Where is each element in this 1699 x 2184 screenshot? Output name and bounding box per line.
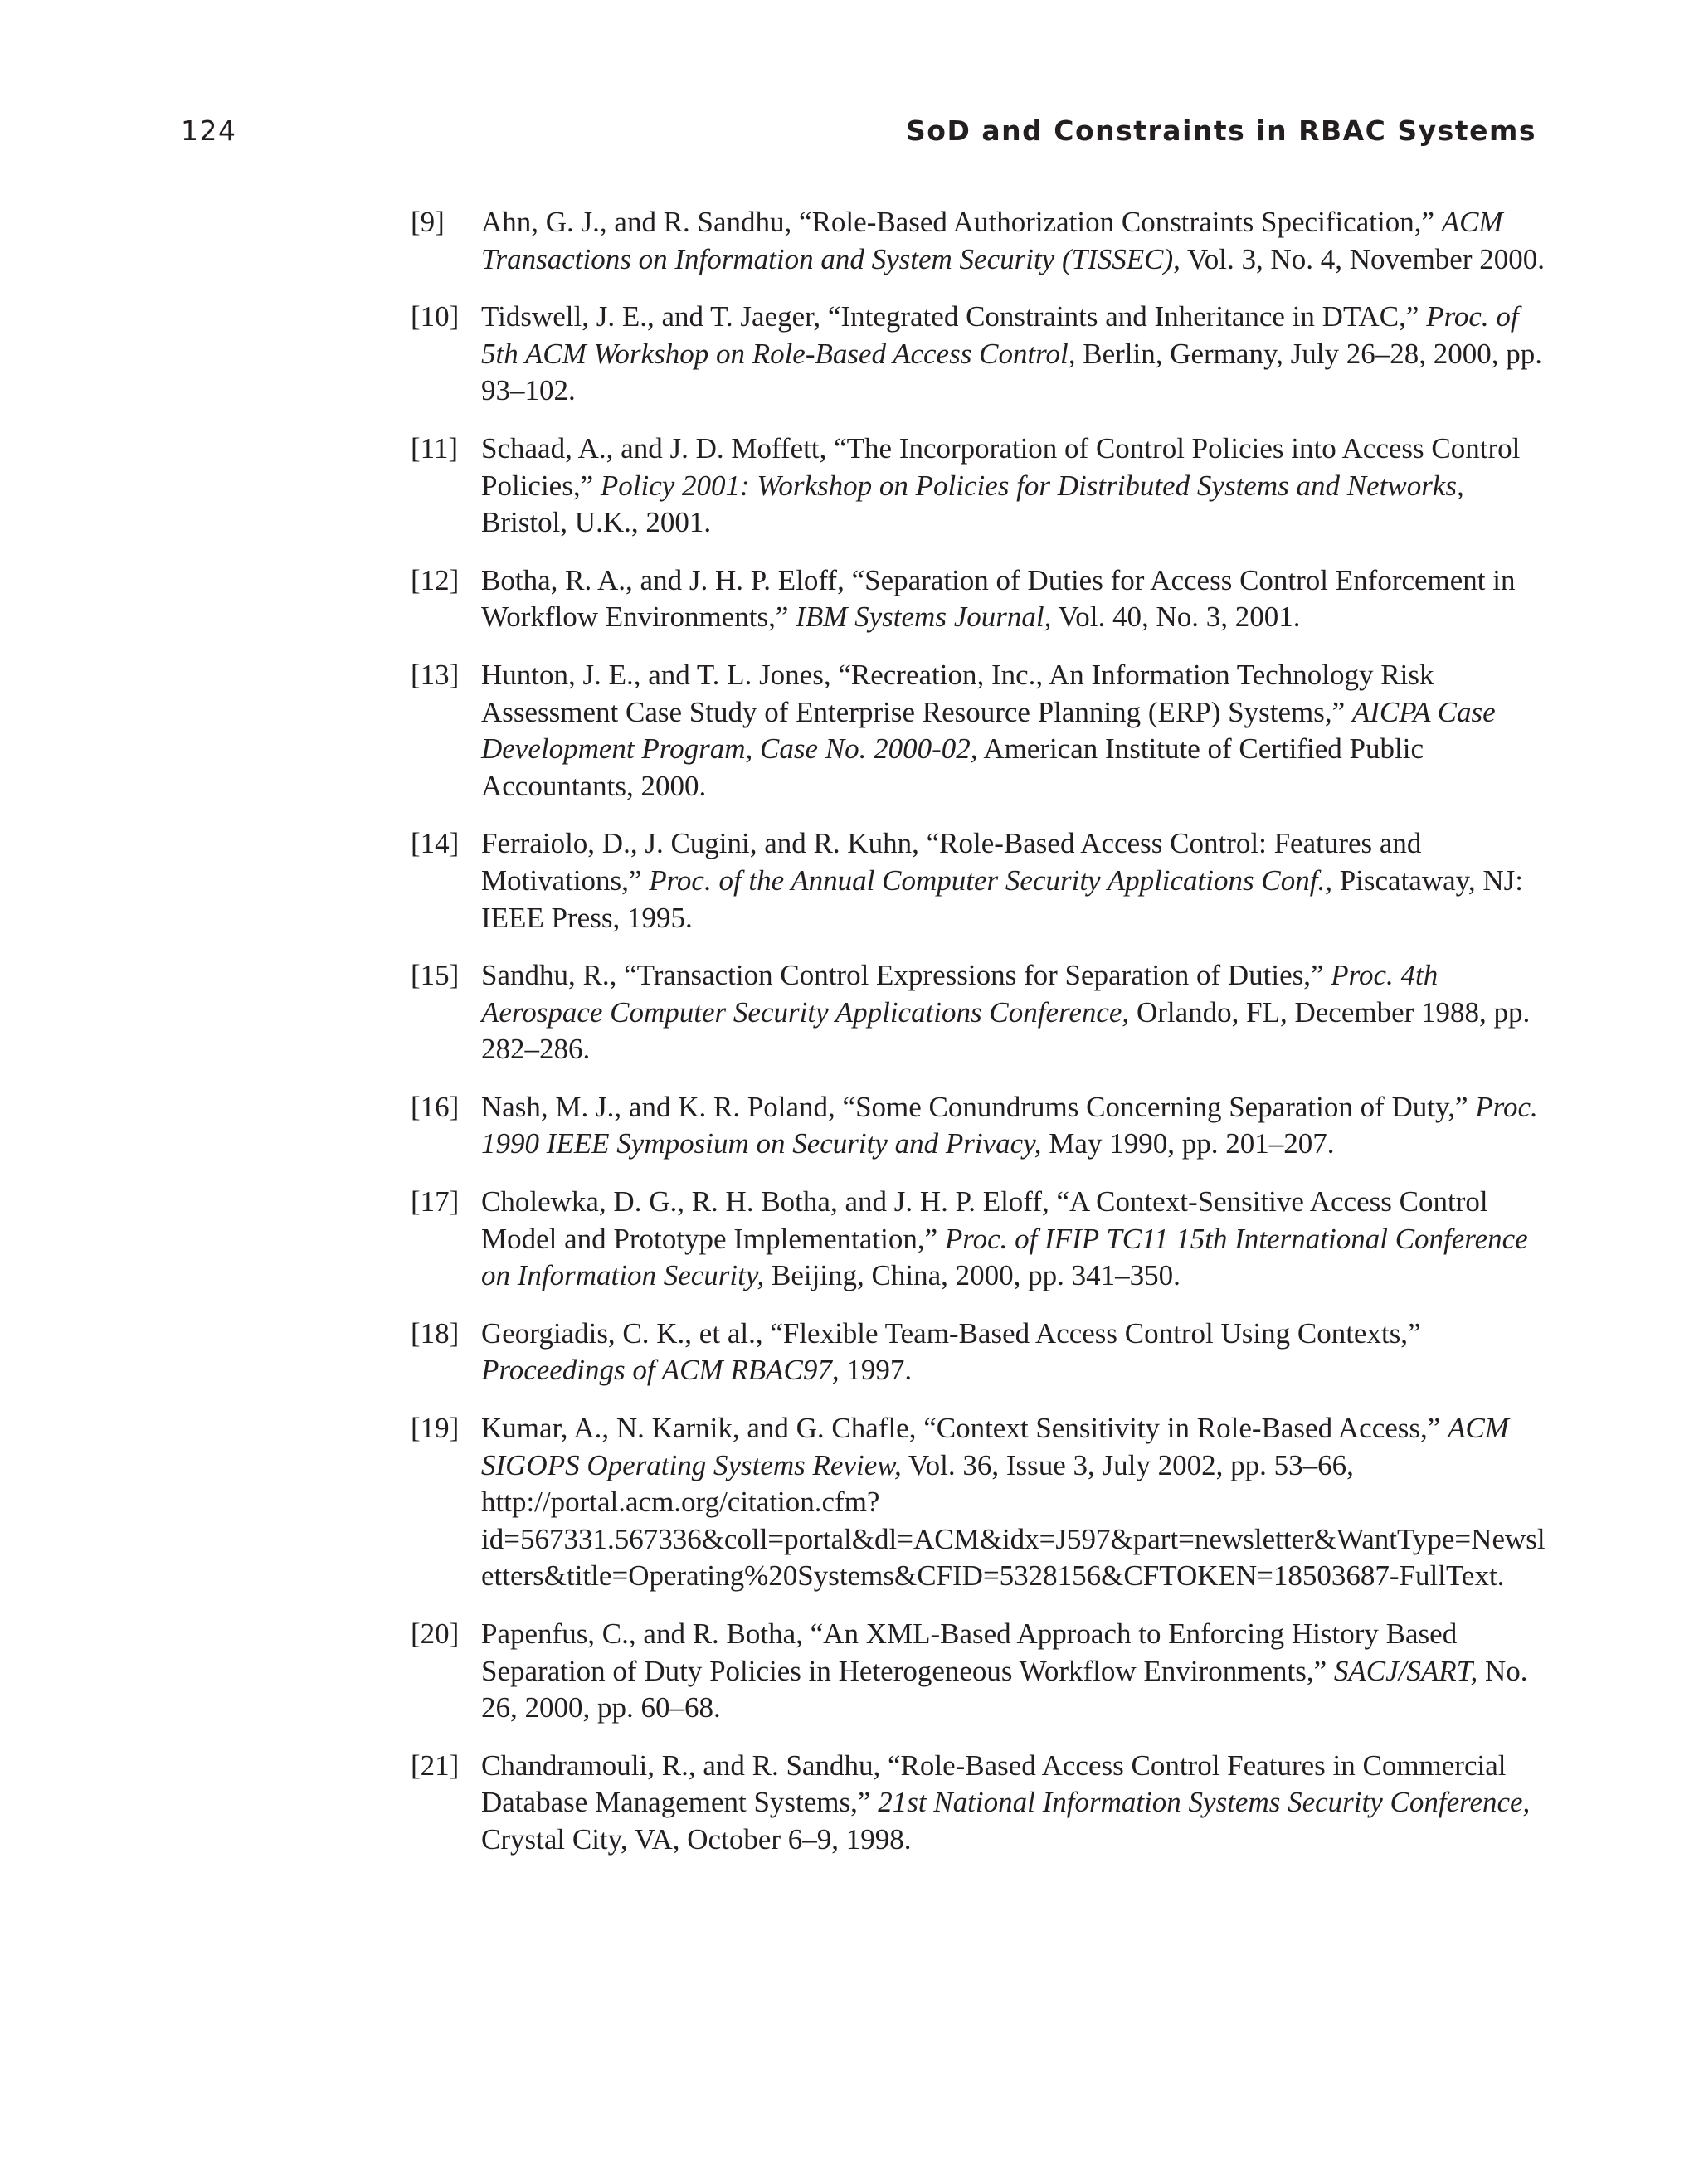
reference-item bbox=[411, 299, 1551, 410]
reference-number: [14] bbox=[411, 827, 460, 860]
reference-text bbox=[481, 957, 1551, 1068]
reference-source-title: Policy 2001: Workshop on Policies for Distributed Systems and Networks, bbox=[600, 469, 1464, 502]
reference-item bbox=[411, 957, 1551, 1068]
reference-text bbox=[481, 657, 1551, 805]
reference-text-segment: No. 26, 2000, pp. 60–68. bbox=[481, 1654, 1528, 1724]
reference-number: [20] bbox=[411, 1617, 460, 1650]
reference-text bbox=[481, 825, 1551, 936]
reference-text-segment: American Institute of Certified Public Accountants, 2000. bbox=[481, 732, 1424, 802]
reference-source-title: Proceedings of ACM RBAC97, bbox=[481, 1354, 840, 1387]
reference-text-segment: Hunton, J. E., and T. L. Jones, “Recreation, Inc., An Information Technology Risk Assessment Case Study of Enterprise Resource Planning (ERP) Systems,” bbox=[481, 658, 1434, 728]
reference-number: [13] bbox=[411, 658, 460, 691]
reference-number: [9] bbox=[411, 206, 445, 238]
reference-text-segment: Orlando, FL, December 1988, pp. 282–286. bbox=[481, 995, 1531, 1066]
reference-list bbox=[411, 204, 1551, 1880]
reference-text bbox=[481, 204, 1551, 278]
reference-text-segment: Crystal City, VA, October 6–9, 1998. bbox=[481, 1822, 912, 1856]
reference-text-segment: Chandramouli, R., and R. Sandhu, “Role-Based Access Control Features in Commercial Database Management Systems,” bbox=[481, 1749, 1507, 1819]
reference-text bbox=[481, 1089, 1551, 1163]
reference-text bbox=[481, 1748, 1551, 1859]
running-title: SoD and Constraints in RBAC Systems bbox=[906, 114, 1536, 147]
reference-item bbox=[411, 562, 1551, 636]
reference-item bbox=[411, 1184, 1551, 1295]
reference-text bbox=[481, 1184, 1551, 1295]
reference-text bbox=[481, 1616, 1551, 1727]
reference-text-segment: Georgiadis, C. K., et al., “Flexible Team-Based Access Control Using Contexts,” bbox=[481, 1316, 1421, 1350]
reference-source-title: ACM Transactions on Information and System Security (TISSEC) bbox=[481, 206, 1503, 275]
reference-text bbox=[481, 430, 1551, 542]
reference-text-segment: Nash, M. J., and K. R. Poland, “Some Conundrums Concerning Separation of Duty,” bbox=[481, 1090, 1476, 1123]
reference-text-segment: 1997. bbox=[839, 1354, 913, 1387]
reference-text-segment: Cholewka, D. G., R. H. Botha, and J. H. P. Eloff, “A Context-Sensitive Access Control Model and Prototype Implementation,” bbox=[481, 1185, 1488, 1255]
reference-source-title: Proc. of IFIP TC11 15th International Conference on Information Security, bbox=[481, 1222, 1528, 1292]
reference-text-segment: Sandhu, R., “Transaction Control Expressions for Separation of Duties,” bbox=[481, 959, 1331, 992]
reference-text-segment: May 1990, pp. 201–207. bbox=[1041, 1127, 1335, 1160]
reference-source-title: IBM Systems Journal, bbox=[796, 601, 1052, 634]
reference-source-title: SACJ/SART, bbox=[1333, 1654, 1478, 1687]
reference-text bbox=[481, 299, 1551, 410]
reference-number: [15] bbox=[411, 959, 460, 992]
reference-source-title: Proc. 4th Aerospace Computer Security Applications Conference, bbox=[481, 959, 1439, 1029]
reference-text-segment: Berlin, Germany, July 26–28, 2000, pp. 93–102. bbox=[481, 337, 1543, 407]
reference-number: [16] bbox=[411, 1090, 460, 1123]
reference-text-segment: Beijing, China, 2000, pp. 341–350. bbox=[764, 1259, 1181, 1292]
reference-text-segment: Tidswell, J. E., and T. Jaeger, “Integrated Constraints and Inheritance in DTAC,” bbox=[481, 300, 1427, 333]
reference-text-segment: , Vol. 3, No. 4, November 2000. bbox=[1173, 242, 1545, 275]
reference-item bbox=[411, 204, 1551, 278]
reference-text-segment: Vol. 36, Issue 3, July 2002, pp. 53–66, http://portal.acm.org/citation.cfm?id=567331.567336&coll=portal&dl=ACM&idx=J597&part=newsletter&WantType=Newsletters&title=Operating%20Systems&CFID=5328156&CFTOKEN=18503687-FullText. bbox=[481, 1448, 1546, 1593]
reference-source-title: ACM SIGOPS Operating Systems Review, bbox=[481, 1412, 1509, 1481]
reference-item bbox=[411, 1089, 1551, 1163]
reference-item bbox=[411, 1616, 1551, 1727]
reference-source-title: Proc. of 5th ACM Workshop on Role-Based Access Control, bbox=[481, 300, 1519, 370]
reference-number: [11] bbox=[411, 431, 459, 465]
reference-text bbox=[481, 1410, 1551, 1595]
reference-number: [17] bbox=[411, 1185, 460, 1218]
reference-text bbox=[481, 562, 1551, 636]
reference-text-segment: Botha, R. A., and J. H. P. Eloff, “Separation of Duties for Access Control Enforcement in Workflow Environments,” bbox=[481, 563, 1516, 634]
reference-number: [10] bbox=[411, 300, 460, 333]
reference-item bbox=[411, 825, 1551, 936]
reference-item bbox=[411, 657, 1551, 805]
reference-number: [21] bbox=[411, 1749, 460, 1782]
reference-text-segment: Ferraiolo, D., J. Cugini, and R. Kuhn, “Role-Based Access Control: Features and Motivations,” bbox=[481, 827, 1422, 897]
reference-item bbox=[411, 1748, 1551, 1859]
page-number: 124 bbox=[181, 114, 237, 147]
reference-number: [12] bbox=[411, 563, 460, 596]
reference-item bbox=[411, 1410, 1551, 1595]
reference-text-segment: Kumar, A., N. Karnik, and G. Chafle, “Context Sensitivity in Role-Based Access,” bbox=[481, 1412, 1448, 1445]
reference-source-title: Proc. 1990 IEEE Symposium on Security and Privacy, bbox=[481, 1090, 1538, 1160]
page-header bbox=[181, 114, 1536, 156]
reference-source-title: 21st National Information Systems Security Conference, bbox=[878, 1786, 1531, 1819]
reference-text bbox=[481, 1316, 1551, 1389]
reference-text-segment: Vol. 40, No. 3, 2001. bbox=[1051, 601, 1301, 634]
reference-text-segment: Bristol, U.K., 2001. bbox=[481, 506, 712, 539]
reference-number: [18] bbox=[411, 1316, 460, 1350]
reference-text-segment: Ahn, G. J., and R. Sandhu, “Role-Based Authorization Constraints Specification,” bbox=[481, 206, 1442, 238]
reference-text-segment: Piscataway, NJ: IEEE Press, 1995. bbox=[481, 863, 1523, 934]
reference-text-segment: Schaad, A., and J. D. Moffett, “The Incorporation of Control Policies into Access Control Policies,” bbox=[481, 431, 1521, 502]
reference-text-segment: Papenfus, C., and R. Botha, “An XML-Based Approach to Enforcing History Based Separation of Duty Policies in Heterogeneous Workflow Environments,” bbox=[481, 1617, 1458, 1687]
reference-source-title: AICPA Case Development Program, Case No. 2000-02, bbox=[481, 695, 1496, 766]
reference-item bbox=[411, 430, 1551, 542]
reference-source-title: Proc. of the Annual Computer Security Applications Conf., bbox=[649, 863, 1332, 897]
reference-number: [19] bbox=[411, 1412, 460, 1445]
reference-item bbox=[411, 1316, 1551, 1389]
